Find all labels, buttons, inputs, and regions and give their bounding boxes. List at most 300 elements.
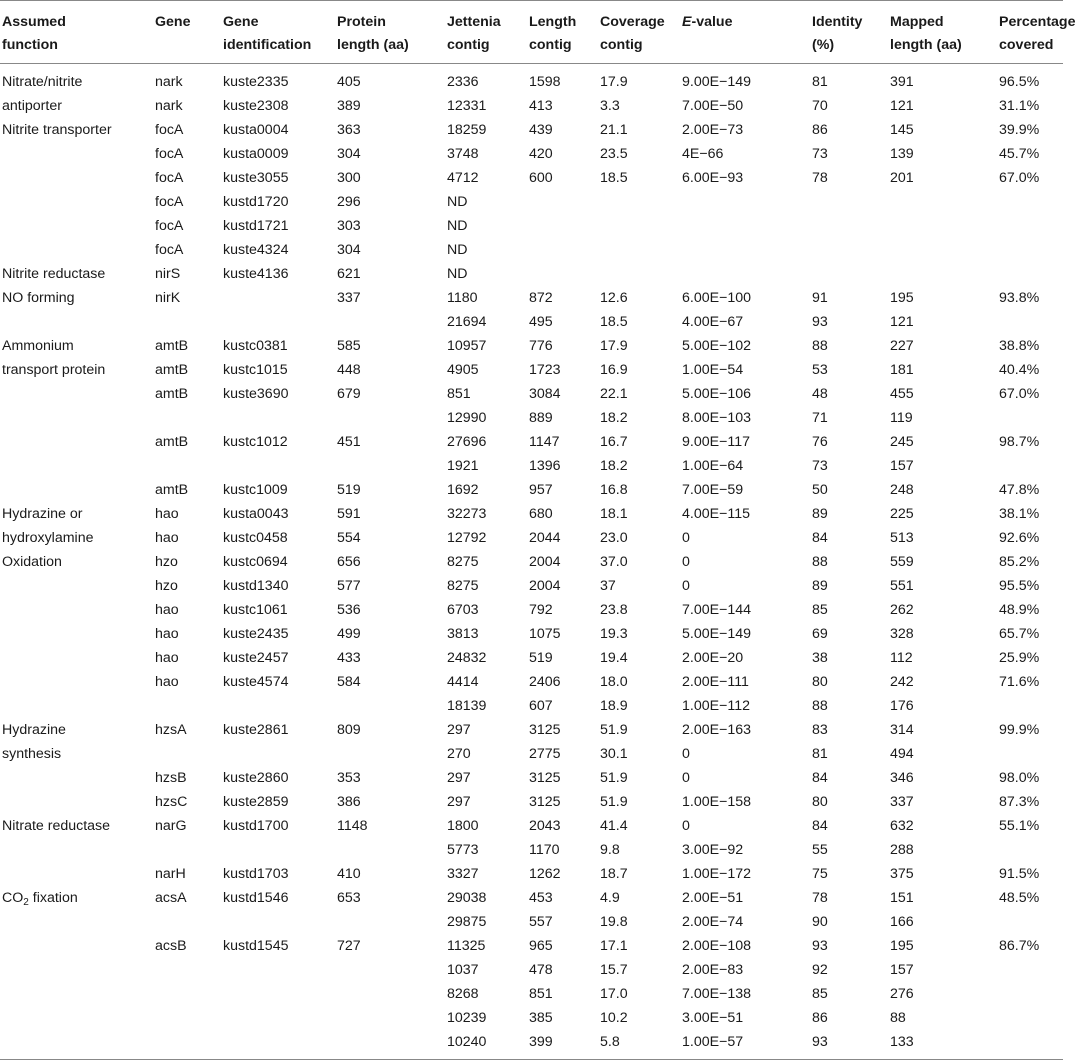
cell-evalue: 5.00E−149 xyxy=(682,626,752,642)
cell-length-contig: 1396 xyxy=(529,458,561,474)
cell-jettenia-contig: 8268 xyxy=(447,986,479,1002)
cell-coverage-contig xyxy=(600,189,682,213)
table-row xyxy=(0,453,1063,477)
cell-protein-length xyxy=(337,405,447,429)
cell-mapped-length: 151 xyxy=(890,890,914,906)
cell-identity xyxy=(812,189,890,213)
cell-length-contig: 1598 xyxy=(529,74,561,90)
cell-protein-length xyxy=(337,453,447,477)
cell-gene-identification: kustd1545 xyxy=(223,938,289,954)
cell-gene-identification: kusta0004 xyxy=(223,122,289,138)
cell-mapped-length: 632 xyxy=(890,818,914,834)
table-row xyxy=(0,621,1063,645)
cell-protein-length: 353 xyxy=(337,770,361,786)
cell-jettenia-contig: 1180 xyxy=(447,290,478,306)
cell-assumed-function: Nitrite transporter xyxy=(2,122,112,138)
cell-identity: 81 xyxy=(812,746,828,762)
cell-coverage-contig: 19.4 xyxy=(600,650,628,666)
cell-protein-length: 448 xyxy=(337,362,361,378)
cell-coverage-contig: 37 xyxy=(600,578,616,594)
cell-coverage-contig: 23.8 xyxy=(600,602,628,618)
cell-coverage-contig: 19.3 xyxy=(600,626,628,642)
cell-jettenia-contig: 29875 xyxy=(447,914,487,930)
cell-assumed-function: transport protein xyxy=(2,362,106,378)
cell-protein-length: 304 xyxy=(337,242,361,258)
cell-assumed-function xyxy=(0,477,155,501)
cell-mapped-length: 225 xyxy=(890,506,914,522)
cell-protein-length: 304 xyxy=(337,146,361,162)
cell-percentage-covered: 99.9% xyxy=(999,722,1040,738)
cell-length-contig: 399 xyxy=(529,1029,600,1060)
cell-coverage-contig: 17.9 xyxy=(600,74,628,90)
cell-coverage-contig: 9.8 xyxy=(600,842,620,858)
cell-protein-length xyxy=(337,741,447,765)
cell-evalue: 7.00E−59 xyxy=(682,482,744,498)
cell-length-contig: 2406 xyxy=(529,674,561,690)
cell-jettenia-contig: 12990 xyxy=(447,410,487,426)
cell-gene-identification: kuste2335 xyxy=(223,74,289,90)
cell-gene-identification xyxy=(223,405,337,429)
cell-length-contig: 957 xyxy=(529,482,553,498)
cell-assumed-function: Nitrate/nitrite xyxy=(2,74,83,90)
cell-jettenia-contig: 5773 xyxy=(447,842,479,858)
cell-evalue: 2.00E−111 xyxy=(682,674,749,690)
cell-gene xyxy=(155,1029,223,1060)
cell-identity: 93 xyxy=(812,1029,890,1060)
cell-percentage-covered: 25.9% xyxy=(999,650,1040,666)
cell-evalue: 2.00E−74 xyxy=(682,914,744,930)
cell-evalue: 4.00E−67 xyxy=(682,314,744,330)
cell-coverage-contig: 3.3 xyxy=(600,98,620,114)
cell-percentage-covered: 86.7% xyxy=(999,938,1040,954)
cell-protein-length: 809 xyxy=(337,722,361,738)
cell-percentage-covered: 98.7% xyxy=(999,434,1040,450)
cell-gene-identification: kustc0458 xyxy=(223,530,288,546)
cell-gene-identification: kuste2308 xyxy=(223,98,289,114)
cell-mapped-length: 346 xyxy=(890,770,914,786)
header-coverage-contig: Coverage contig xyxy=(600,1,682,64)
cell-percentage-covered xyxy=(999,309,1063,333)
cell-identity: 55 xyxy=(812,842,828,858)
cell-length-contig: 1170 xyxy=(529,842,560,858)
cell-assumed-function xyxy=(0,309,155,333)
cell-identity: 75 xyxy=(812,866,828,882)
cell-gene: narH xyxy=(155,866,186,882)
cell-jettenia-contig: 297 xyxy=(447,794,471,810)
cell-evalue: 2.00E−108 xyxy=(682,938,752,954)
cell-percentage-covered: 92.6% xyxy=(999,530,1040,546)
cell-gene xyxy=(155,405,223,429)
cell-length-contig: 889 xyxy=(529,410,553,426)
cell-assumed-function xyxy=(0,429,155,453)
cell-coverage-contig: 18.5 xyxy=(600,170,628,186)
cell-assumed-function xyxy=(0,1005,155,1029)
cell-assumed-function xyxy=(0,141,155,165)
cell-assumed-function: $CO_2$ fixation xyxy=(2,890,78,908)
cell-protein-length xyxy=(337,693,447,717)
cell-assumed-function xyxy=(0,453,155,477)
table-row xyxy=(0,549,1063,573)
cell-gene: hao xyxy=(155,650,179,666)
cell-mapped-length: 176 xyxy=(890,698,914,714)
cell-mapped-length: 166 xyxy=(890,914,914,930)
cell-assumed-function xyxy=(0,861,155,885)
cell-coverage-contig: 18.2 xyxy=(600,410,628,426)
cell-length-contig: 2004 xyxy=(529,554,561,570)
cell-jettenia-contig: 2336 xyxy=(447,74,479,90)
cell-coverage-contig: 19.8 xyxy=(600,914,628,930)
cell-assumed-function: Nitrate reductase xyxy=(2,818,111,834)
cell-percentage-covered xyxy=(999,453,1063,477)
cell-evalue: 1.00E−64 xyxy=(682,458,744,474)
cell-gene: nark xyxy=(155,98,183,114)
cell-evalue: 1.00E−112 xyxy=(682,698,750,714)
cell-protein-length: 585 xyxy=(337,338,361,354)
cell-gene xyxy=(155,1005,223,1029)
cell-protein-length: 591 xyxy=(337,506,361,522)
cell-coverage-contig: 23.5 xyxy=(600,146,628,162)
header-row xyxy=(0,1,1063,64)
cell-assumed-function xyxy=(0,909,155,933)
cell-evalue xyxy=(682,213,812,237)
cell-mapped-length xyxy=(890,189,999,213)
cell-jettenia-contig: 1921 xyxy=(447,458,479,474)
cell-mapped-length: 455 xyxy=(890,386,914,402)
cell-percentage-covered xyxy=(999,837,1063,861)
cell-identity: 86 xyxy=(812,1010,828,1026)
cell-identity: 80 xyxy=(812,794,828,810)
cell-coverage-contig: 18.5 xyxy=(600,314,628,330)
table-body xyxy=(0,64,1063,1060)
cell-jettenia-contig: 270 xyxy=(447,746,471,762)
cell-length-contig: 3125 xyxy=(529,794,561,810)
cell-gene-identification: kuste2435 xyxy=(223,626,289,642)
cell-length-contig: 453 xyxy=(529,890,553,906)
cell-jettenia-contig: ND xyxy=(447,266,468,282)
cell-gene xyxy=(155,693,223,717)
cell-mapped-length: 314 xyxy=(890,722,914,738)
table-row xyxy=(0,861,1063,885)
cell-jettenia-contig: 3748 xyxy=(447,146,479,162)
cell-mapped-length: 262 xyxy=(890,602,914,618)
cell-jettenia-contig: 18259 xyxy=(447,122,487,138)
cell-protein-length: 386 xyxy=(337,794,361,810)
cell-gene: nirK xyxy=(155,290,181,306)
cell-evalue xyxy=(682,189,812,213)
cell-coverage-contig: 51.9 xyxy=(600,770,628,786)
cell-gene: amtB xyxy=(155,386,189,402)
table-row xyxy=(0,189,1063,213)
cell-mapped-length: 288 xyxy=(890,842,914,858)
cell-jettenia-contig: 10239 xyxy=(447,1010,487,1026)
cell-length-contig: 2004 xyxy=(529,578,561,594)
table-row xyxy=(0,957,1063,981)
table-row xyxy=(0,837,1063,861)
cell-mapped-length: 112 xyxy=(890,650,913,666)
cell-identity: 50 xyxy=(812,482,828,498)
cell-gene-identification xyxy=(223,1005,337,1029)
table-row xyxy=(0,64,1063,94)
cell-protein-length: 536 xyxy=(337,602,361,618)
cell-identity: 92 xyxy=(812,962,828,978)
table-row xyxy=(0,237,1063,261)
cell-mapped-length: 494 xyxy=(890,746,914,762)
cell-gene: nirS xyxy=(155,266,181,282)
cell-coverage-contig: 17.1 xyxy=(600,938,628,954)
cell-coverage-contig: 16.7 xyxy=(600,434,628,450)
cell-coverage-contig: 10.2 xyxy=(600,1010,628,1026)
cell-identity: 88 xyxy=(812,554,828,570)
cell-protein-length xyxy=(337,957,447,981)
table-row xyxy=(0,981,1063,1005)
cell-protein-length xyxy=(337,909,447,933)
cell-gene: nark xyxy=(155,74,183,90)
cell-gene-identification: kustd1700 xyxy=(223,818,289,834)
cell-identity xyxy=(812,213,890,237)
table-row xyxy=(0,141,1063,165)
cell-identity: 84 xyxy=(812,530,828,546)
cell-evalue: 4E−66 xyxy=(682,146,724,162)
cell-protein-length: 577 xyxy=(337,578,361,594)
cell-gene-identification: kuste4574 xyxy=(223,674,289,690)
cell-assumed-function xyxy=(0,189,155,213)
cell-mapped-length: 195 xyxy=(890,938,914,954)
table-row xyxy=(0,789,1063,813)
cell-assumed-function: Ammonium xyxy=(2,338,74,354)
table-row xyxy=(0,357,1063,381)
cell-identity: 78 xyxy=(812,170,828,186)
cell-gene-identification xyxy=(223,981,337,1005)
cell-percentage-covered: 71.6% xyxy=(999,674,1040,690)
cell-length-contig: 2775 xyxy=(529,746,561,762)
cell-gene-identification xyxy=(223,693,337,717)
cell-assumed-function xyxy=(0,693,155,717)
cell-protein-length: 433 xyxy=(337,650,361,666)
cell-identity: 80 xyxy=(812,674,828,690)
table-row xyxy=(0,693,1063,717)
cell-evalue: 3.00E−92 xyxy=(682,842,744,858)
cell-protein-length: 451 xyxy=(337,434,361,450)
cell-protein-length xyxy=(337,837,447,861)
cell-identity: 90 xyxy=(812,914,828,930)
cell-identity: 85 xyxy=(812,986,828,1002)
cell-gene xyxy=(155,981,223,1005)
cell-evalue: 0 xyxy=(682,578,690,594)
cell-length-contig: 439 xyxy=(529,122,553,138)
header-protein-length: Protein length (aa) xyxy=(337,1,447,64)
cell-assumed-function xyxy=(0,237,155,261)
cell-percentage-covered: 96.5% xyxy=(999,74,1040,90)
cell-length-contig: 3125 xyxy=(529,770,561,786)
cell-jettenia-contig: 12792 xyxy=(447,530,487,546)
cell-mapped-length xyxy=(890,237,999,261)
cell-mapped-length: 121 xyxy=(890,314,914,330)
cell-identity: 91 xyxy=(812,290,828,306)
cell-coverage-contig xyxy=(600,213,682,237)
cell-gene xyxy=(155,909,223,933)
cell-jettenia-contig: 10240 xyxy=(447,1029,529,1060)
cell-percentage-covered: 65.7% xyxy=(999,626,1040,642)
cell-gene xyxy=(155,957,223,981)
cell-length-contig: 557 xyxy=(529,914,553,930)
cell-gene: hzsC xyxy=(155,794,188,810)
cell-gene-identification xyxy=(223,453,337,477)
cell-assumed-function xyxy=(0,837,155,861)
header-evalue: E-value xyxy=(682,1,812,64)
cell-length-contig: 600 xyxy=(529,170,553,186)
cell-length-contig: 2043 xyxy=(529,818,561,834)
table-row xyxy=(0,213,1063,237)
table-row xyxy=(0,765,1063,789)
cell-coverage-contig: 37.0 xyxy=(600,554,628,570)
cell-mapped-length: 195 xyxy=(890,290,914,306)
cell-percentage-covered xyxy=(999,741,1063,765)
cell-percentage-covered: 67.0% xyxy=(999,386,1040,402)
cell-mapped-length: 88 xyxy=(890,1010,906,1026)
cell-protein-length: 410 xyxy=(337,866,361,882)
cell-evalue: 8.00E−103 xyxy=(682,410,752,426)
cell-length-contig: 1723 xyxy=(529,362,561,378)
cell-percentage-covered: 45.7% xyxy=(999,146,1040,162)
cell-mapped-length: 133 xyxy=(890,1029,999,1060)
cell-gene: focA xyxy=(155,242,184,258)
cell-gene: amtB xyxy=(155,338,189,354)
header-jettenia-contig: Jettenia contig xyxy=(447,1,529,64)
cell-length-contig xyxy=(529,237,600,261)
cell-protein-length: 303 xyxy=(337,218,361,234)
cell-protein-length xyxy=(337,1029,447,1060)
cell-mapped-length: 119 xyxy=(890,410,913,426)
cell-identity: 73 xyxy=(812,458,828,474)
cell-coverage-contig: 21.1 xyxy=(600,122,628,138)
cell-gene xyxy=(155,837,223,861)
cell-mapped-length: 245 xyxy=(890,434,914,450)
header-assumed-function: Assumed function xyxy=(0,1,155,64)
cell-jettenia-contig: 6703 xyxy=(447,602,479,618)
cell-mapped-length: 375 xyxy=(890,866,914,882)
cell-percentage-covered: 40.4% xyxy=(999,362,1040,378)
cell-length-contig: 2044 xyxy=(529,530,561,546)
cell-identity: 84 xyxy=(812,818,828,834)
cell-percentage-covered xyxy=(999,237,1063,261)
table-row xyxy=(0,933,1063,957)
cell-length-contig: 495 xyxy=(529,314,553,330)
cell-assumed-function xyxy=(0,165,155,189)
cell-coverage-contig: 41.4 xyxy=(600,818,628,834)
cell-gene-identification: kuste2860 xyxy=(223,770,289,786)
cell-percentage-covered xyxy=(999,1005,1063,1029)
cell-evalue: 1.00E−54 xyxy=(682,362,744,378)
cell-evalue: 0 xyxy=(682,554,690,570)
cell-identity: 81 xyxy=(812,74,828,90)
cell-percentage-covered: 48.5% xyxy=(999,890,1040,906)
cell-jettenia-contig: 8275 xyxy=(447,554,479,570)
cell-protein-length: 1148 xyxy=(337,818,368,834)
cell-assumed-function xyxy=(0,213,155,237)
cell-mapped-length: 328 xyxy=(890,626,914,642)
cell-evalue: 2.00E−51 xyxy=(682,890,744,906)
header-percentage-covered: Percentage covered xyxy=(999,1,1063,64)
cell-jettenia-contig: ND xyxy=(447,194,468,210)
cell-gene-identification: kustc1009 xyxy=(223,482,288,498)
cell-gene-identification: kustd1721 xyxy=(223,218,289,234)
cell-mapped-length: 201 xyxy=(890,170,914,186)
cell-percentage-covered: 38.1% xyxy=(999,506,1040,522)
cell-gene-identification: kustc0694 xyxy=(223,554,288,570)
cell-gene-identification xyxy=(223,837,337,861)
cell-mapped-length: 337 xyxy=(890,794,914,810)
table-row xyxy=(0,501,1063,525)
cell-gene: amtB xyxy=(155,434,189,450)
cell-protein-length: 519 xyxy=(337,482,361,498)
cell-assumed-function: Oxidation xyxy=(2,554,62,570)
table-row xyxy=(0,909,1063,933)
cell-protein-length: 296 xyxy=(337,194,361,210)
cell-evalue: 9.00E−149 xyxy=(682,74,752,90)
cell-mapped-length: 121 xyxy=(890,98,914,114)
cell-percentage-covered xyxy=(999,189,1063,213)
cell-evalue: 0 xyxy=(682,746,690,762)
cell-jettenia-contig: 297 xyxy=(447,770,471,786)
cell-length-contig: 519 xyxy=(529,650,553,666)
cell-evalue: 2.00E−20 xyxy=(682,650,744,666)
cell-jettenia-contig: 32273 xyxy=(447,506,487,522)
cell-mapped-length xyxy=(890,213,999,237)
cell-length-contig: 965 xyxy=(529,938,553,954)
header-gene-identification: Gene identification xyxy=(223,1,337,64)
cell-percentage-covered: 31.1% xyxy=(999,98,1040,114)
cell-evalue: 1.00E−172 xyxy=(682,866,752,882)
cell-mapped-length: 145 xyxy=(890,122,914,138)
cell-identity: 86 xyxy=(812,122,828,138)
cell-protein-length: 554 xyxy=(337,530,361,546)
cell-assumed-function: antiporter xyxy=(2,98,62,114)
cell-coverage-contig: 15.7 xyxy=(600,962,628,978)
cell-evalue: 7.00E−144 xyxy=(682,602,752,618)
cell-identity: 48 xyxy=(812,386,828,402)
cell-gene-identification: kuste4136 xyxy=(223,266,289,282)
cell-gene: amtB xyxy=(155,362,189,378)
cell-mapped-length: 227 xyxy=(890,338,914,354)
cell-gene: hzo xyxy=(155,554,178,570)
cell-gene-identification: kusta0009 xyxy=(223,146,289,162)
cell-gene: focA xyxy=(155,170,184,186)
cell-gene-identification: kustd1720 xyxy=(223,194,289,210)
cell-protein-length xyxy=(337,981,447,1005)
cell-identity: 88 xyxy=(812,698,828,714)
cell-gene-identification: kusta0043 xyxy=(223,506,289,522)
cell-length-contig: 776 xyxy=(529,338,553,354)
cell-evalue xyxy=(682,237,812,261)
table-row xyxy=(0,93,1063,117)
cell-coverage-contig: 22.1 xyxy=(600,386,628,402)
cell-gene: amtB xyxy=(155,482,189,498)
cell-assumed-function xyxy=(0,597,155,621)
cell-coverage-contig: 16.8 xyxy=(600,482,628,498)
cell-mapped-length: 276 xyxy=(890,986,914,1002)
cell-gene-identification xyxy=(223,1029,337,1060)
cell-percentage-covered xyxy=(999,1029,1063,1060)
cell-coverage-contig: 12.6 xyxy=(600,290,628,306)
cell-gene: hzo xyxy=(155,578,178,594)
cell-assumed-function xyxy=(0,933,155,957)
cell-gene-identification xyxy=(223,957,337,981)
cell-identity: 89 xyxy=(812,578,828,594)
cell-percentage-covered: 38.8% xyxy=(999,338,1040,354)
cell-length-contig: 680 xyxy=(529,506,553,522)
cell-length-contig xyxy=(529,189,600,213)
cell-evalue: 9.00E−117 xyxy=(682,434,750,450)
